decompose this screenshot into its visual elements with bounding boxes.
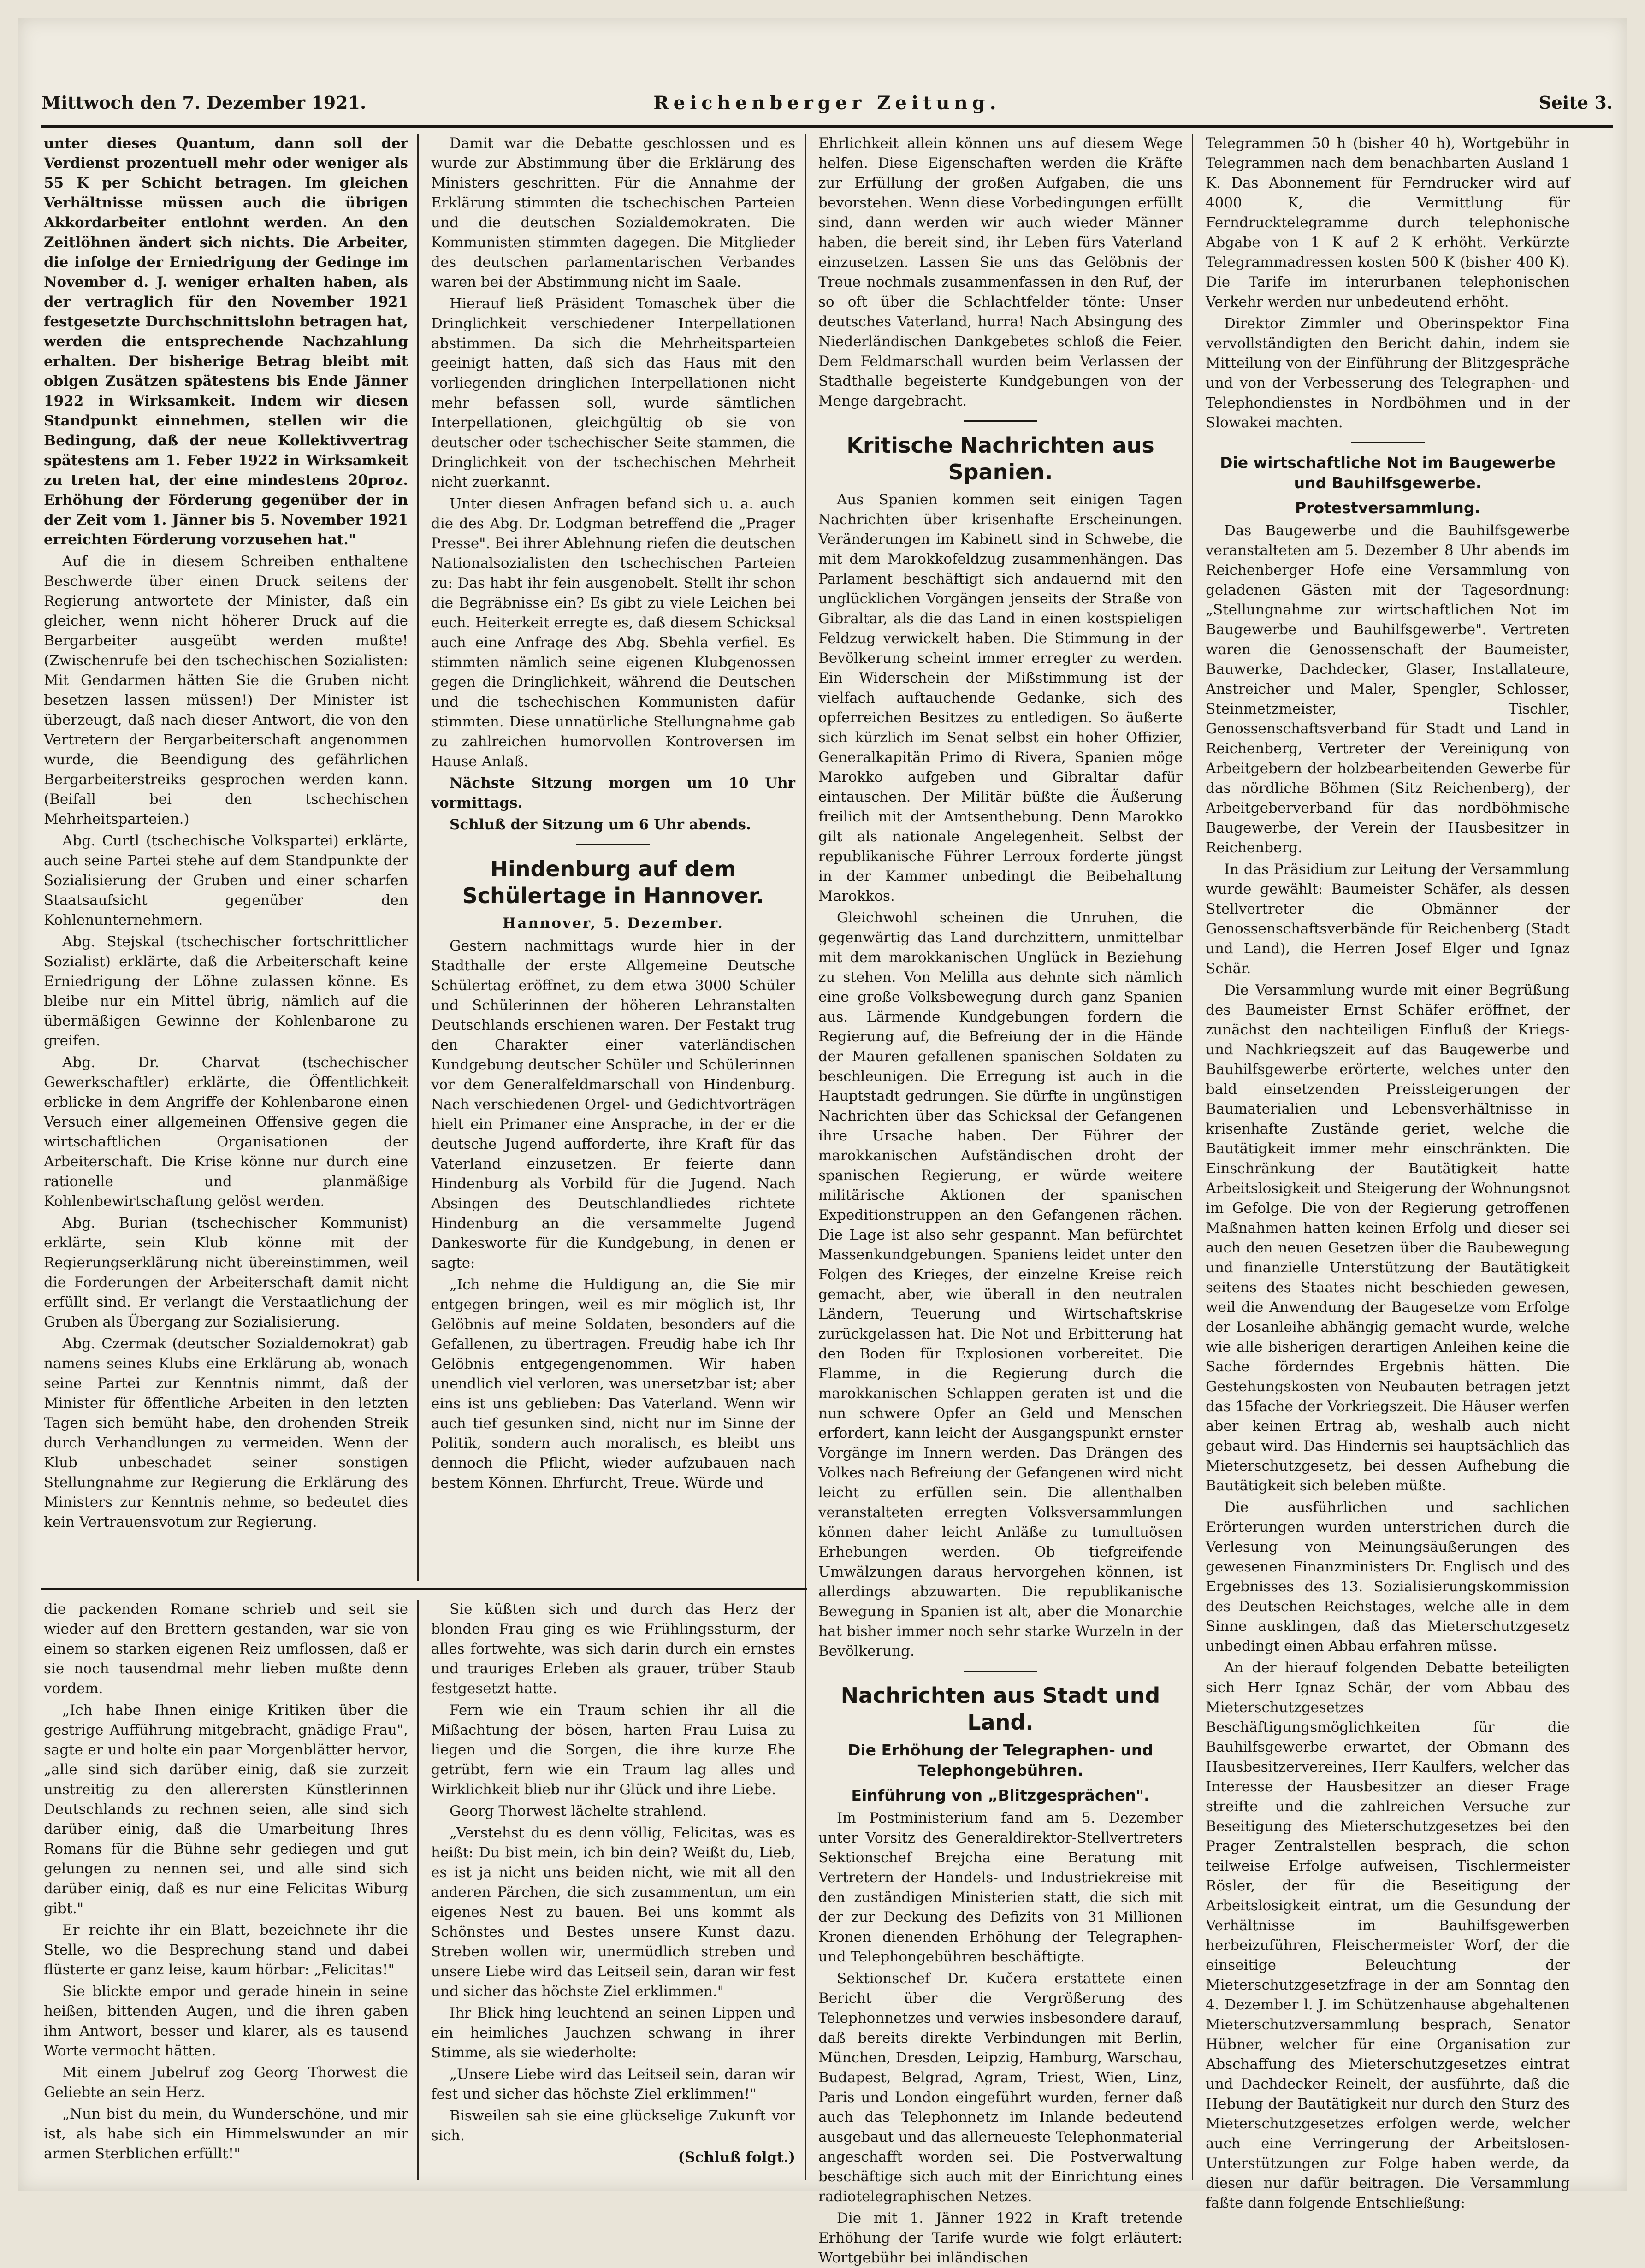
article-subheadline: Protestversammlung. xyxy=(1295,499,1480,517)
article-paragraph: „Ich nehme die Huldigung an, die Sie mir entgegen bringen, weil es mir möglich ist, Ihr Gelöbnis auf meine Soldaten, besonders auf die Gefallenen, zu übertragen. Freudig habe ich Ihr Gelöbnis entgegengenommen. Wir haben unendlich viel verloren, was unersetzbar ist; aber eins ist uns geblieben: Das Vaterland. Wenn wir auch tief gesunken sind, nicht nur im Sinne der Politik, sondern auch moralisch, es bleibt uns dennoch die Pflicht, wieder aufzubauen nach bestem Können. Ehrfurcht, Treue. Würde und xyxy=(431,1276,795,1491)
article-paragraph: Damit war die Debatte geschlossen und es wurde zur Abstimmung über die Erklärung des Ministers geschritten. Für die Annahme der Erklärung stimmten die tschechischen Parteien und die deutschen Sozialdemokraten. Die Kommunisten stimmten dagegen. Die Mitglieder des deutschen parlamentarischen Verbandes waren bei der Abstimmung nicht im Saale. xyxy=(431,135,795,290)
column-rule xyxy=(1192,134,1193,2180)
article-paragraph: In das Präsidium zur Leitung der Versammlung wurde gewählt: Baumeister Schäfer, als dessen Stellvertreter die Obmänner der Genossenschaftsverbände für Reichenberg (Stadt und Land), die Herren Josef Elger und Ignaz Schär. xyxy=(1206,861,1570,977)
novel-paragraph: „Unsere Liebe wird das Leitseil sein, daran wir fest und sicher das höchste Ziel erklimmen!" xyxy=(431,2066,795,2103)
feuilleton-column-2 xyxy=(431,1600,795,2180)
feuilleton-column-1 xyxy=(44,1600,408,2180)
article-paragraph: Im Postministerium fand am 5. Dezember unter Vorsitz des Generaldirektor-Stellvertreters Sektionschef Brejcha eine Beratung mit Vertretern der Handels- und Industriekreise mit den zuständigen Ministerien statt, die sich mit der zur Deckung des Defizits von 31 Millionen Kronen dienenden Erhöhung der Telegraphen- und Telephongebühren beschäftigte. xyxy=(818,1810,1183,1965)
article-paragraph: Aus Spanien kommen seit einigen Tagen Nachrichten über krisenhafte Erscheinungen. Veränderungen im Kabinett sind in Schwebe, die mit dem Marokkofeldzug zusammenhängen. Das Parlament beschäftigt sich andauernd mit den unglücklichen Vorgängen jenseits der Straße von Gibraltar, als die das Land in einen kostspieligen Feldzug verwickelt haben. Die Stimmung in der Bevölkerung scheint immer erregter zu werden. Ein Widerschein der Mißstimmung ist der vielfach auftauchende Gedanke, sich des opferreichen Besitzes zu entledigen. So äußerte sich kürzlich im Senat selbst ein hoher Offizier, Generalkapitän Primo di Rivera, Spanien möge Marokko aufgeben und Gibraltar dafür eintauschen. Der Militär büßte die Äußerung freilich mit der Amtsenthebung. Denn Marokko gilt als nationale Angelegenheit. Selbst der republikanische Führer Lerroux forderte jüngst in der Kammer unbedingt die Beibehaltung Marokkos. xyxy=(818,491,1183,904)
article-paragraph: Abg. Czermak (deutscher Sozialdemokrat) gab namens seines Klubs eine Erklärung ab, wonach seine Partei zur Kenntnis nimmt, daß der Minister für öffentliche Arbeiten in den letzten Tagen sich bemüht habe, den drohenden Streik durch Verhandlungen zu vermeiden. Wenn der Klub unbeschadet seiner sonstigen Stellungnahme zur Regierung die Erklärung des Ministers zur Kenntnis nehme, so bedeutet dies kein Vertrauensvotum zur Regierung. xyxy=(44,1335,408,1530)
column-4 xyxy=(1206,134,1570,2211)
feuilleton-rule xyxy=(41,1588,807,1590)
newspaper-title: Reichenberger Zeitung. xyxy=(653,92,1001,114)
article-subheadline: Einführung von „Blitzgesprächen". xyxy=(851,1786,1150,1804)
novel-paragraph: Ihr Blick hing leuchtend an seinen Lippen und ein heimliches Jauchzen schwang in ihrer Stimme, als sie wiederholte: xyxy=(431,2005,795,2061)
novel-paragraph: Sie blickte empor und gerade hinein in seine heißen, bittenden Augen, und die ihren gaben ihm Antwort, besser und klarer, als es tausend Worte vermocht hätten. xyxy=(44,1983,408,2059)
article-headline: Kritische Nachrichten aus Spanien. xyxy=(846,433,1154,484)
article-headline: Hindenburg auf dem Schülertage in Hannover. xyxy=(462,856,764,908)
novel-paragraph: die packenden Romane schrieb und seit sie wieder auf den Brettern gestanden, war sie von einem so starken eigenen Reiz umflossen, daß er sie noch tausendmal mehr lieben mußte denn vordem. xyxy=(44,1601,408,1697)
article-paragraph: Hierauf ließ Präsident Tomaschek über die Dringlichkeit verschiedener Interpellationen abstimmen. Da sich die Mehrheitsparteien geeinigt hatten, daß sich das Haus mit den vorliegenden dringlichen Interpellationen nicht mehr befassen soll, wurde sämtlichen Interpellationen, gleichgültig ob sie von deutscher oder tschechischer Seite stammen, die Dringlichkeit von der tschechischen Mehrheit nicht zuerkannt. xyxy=(431,295,795,490)
novel-paragraph: „Verstehst du es denn völlig, Felicitas, was es heißt: Du bist mein, ich bin dein? Weißt du, Lieb, es ist ja nicht uns beiden nicht, wie mit all den anderen Pärchen, die sich zusammentun, um ein eigenes Nest zu bauen. Bei uns kommt als Schönstes und Bestes unsere Kunst dazu. Streben wollen wir, unermüdlich streben und unsere Liebe wird das Leitseil sein, daran wir fest und sicher das höchste Ziel erklimmen." xyxy=(431,1825,795,2000)
column-rule xyxy=(417,134,419,1581)
novel-paragraph: Er reichte ihr ein Blatt, bezeichnete ihr die Stelle, wo die Besprechung stand und dabei flüsterte er ganz leise, kaum hörbar: „Felicitas!" xyxy=(44,1922,408,1978)
article-paragraph: Das Baugewerbe und die Bauhilfsgewerbe veranstalteten am 5. Dezember 8 Uhr abends im Reichenberger Hofe eine Versammlung von geladenen Gästen mit der Tagesordnung: „Stellungnahme zur wirtschaftlichen Not im Baugewerbe und Bauhilfsgewerbe". Vertreten waren die Genossenschaft der Baumeister, Bauwerke, Dachdecker, Glaser, Installateure, Anstreicher und Maler, Spengler, Schlosser, Steinmetzmeister, Tischler, Genossenschaftsverband für Stadt und Land in Reichenberg, Vertreter der Vereinigung von Arbeitgebern der holzbearbeitenden Gewerbe für das nördliche Böhmen (Sitz Reichenberg), der Arbeitgeberverband für das nordböhmische Baugewerbe, der Verein der Hausbesitzer in Reichenberg. xyxy=(1206,522,1570,856)
novel-paragraph: Mit einem Jubelruf zog Georg Thorwest die Geliebte an sein Herz. xyxy=(44,2064,408,2101)
article-paragraph: Direktor Zimmler und Oberinspektor Fina vervollständigten den Bericht dahin, indem sie Mitteilung von der Einführung der Blitzgespräche und von der Verbesserung des Telegraphen- und Telephondienstes in Nordböhmen und in der Slowakei machten. xyxy=(1206,315,1570,431)
novel-paragraph: Georg Thorwest lächelte strahlend. xyxy=(450,1803,707,1819)
article-paragraph: Nächste Sitzung morgen um 10 Uhr vormittags. xyxy=(431,775,795,811)
article-subheadline: Die Erhöhung der Telegraphen- und Telephongebühren. xyxy=(847,1741,1154,1779)
article-paragraph: Telegrammen 50 h (bisher 40 h), Wortgebühr in Telegrammen nach dem benachbarten Ausland 1 K. Das Abonnement für Ferndrucker wird auf 4000 K, die Vermittlung für Ferndrucktelegramme durch telephonische Abgabe von 1 K auf 2 K erhöht. Verkürzte Telegrammadressen kosten 500 K (bisher 400 K). Die Tarife im interurbanen telephonischen Verkehr werden nur unbedeutend erhöht. xyxy=(1206,135,1570,310)
article-paragraph: Gestern nachmittags wurde hier in der Stadthalle der erste Allgemeine Deutsche Schülertag eröffnet, zu dem etwa 3000 Schüler und Schülerinnen der höheren Lehranstalten Deutschlands erschienen waren. Der Festakt trug den Charakter einer vaterländischen Kundgebung deutscher Schüler und Schülerinnen vor dem Generalfeldmarschall von Hindenburg. Nach verschiedenen Orgel- und Gedichtvorträgen hielt ein Primaner eine Ansprache, in der er die deutsche Jugend aufforderte, ihre Kraft für das Vaterland einzusetzen. Er feierte dann Hindenburg als Vorbild für die Jugend. Nach Absingen des Deutschlandliedes richtete Hindenburg an die versammelte Jugend Dankesworte für die Kundgebung, in denen er sagte: xyxy=(431,938,795,1271)
article-paragraph: Die mit 1. Jänner 1922 in Kraft tretende Erhöhung der Tarife wurde wie folgt erläutert: Wortgebühr bei inländischen xyxy=(818,2210,1183,2266)
article-headline: Die wirtschaftliche Not im Baugewerbe und Bauhilfsgewerbe. xyxy=(1220,454,1556,492)
novel-paragraph: „Nun bist du mein, du Wunderschöne, und mir ist, als habe sich ein Himmelswunder an mir armen Sterblichen erfüllt!" xyxy=(44,2106,408,2162)
article-paragraph: Ehrlichkeit allein können uns auf diesem Wege helfen. Diese Eigenschaften werden die Kräfte zur Erfüllung der großen Aufgaben, die uns bevorstehen. Wenn diese Vorbedingungen erfüllt sind, dann werden wir auch wieder Männer haben, die bereit sind, ihr Leben fürs Vaterland einzusetzen. Lassen Sie uns das Gelöbnis der Treue nochmals zusammenfassen in den Ruf, der so oft über die Schlachtfelder tönte: Unser deutsches Vaterland, hurra! Nach Absingung des Niederländischen Dankgebetes schloß die Feier. Dem Feldmarschall wurden beim Verlassen der Stadthalle begeisterte Kundgebungen von der Menge dargebracht. xyxy=(818,135,1183,409)
article-paragraph: Die Versammlung wurde mit einer Begrüßung des Baumeister Ernst Schäfer eröffnet, der zunächst den nachteiligen Einfluß der Kriegs- und Nachkriegszeit auf das Baugewerbe und Bauhilfsgewerbe erörterte, welches unter den bald einsetzenden Preissteigerungen der Baumaterialien und Lebensverhältnisse in krisenhafte Zustände geriet, welche die Bautätigkeit immer mehr einschränkten. Die Einschränkung der Bautätigkeit hatte Arbeitslosigkeit und Steigerung der Wohnungsnot im Gefolge. Die von der Regierung getroffenen Maßnahmen hatten keinen Erfolg und dieser sei auch den neuen Gesetzen über die Baubewegung und finanzielle Unterstützung der Bautätigkeit seitens des Staates nicht beschieden gewesen, weil die Anwendung der Baugesetze vom Erfolge der Losanleihe abhängig gemacht wurde, welche wie alle bisherigen derartigen Anleihen keine die Sache förderndes Ergebnis hätten. Die Gestehungskosten von Neubauten betragen jetzt das 15fache der Vorkriegszeit. Die Häuser werfen aber keinen Ertrag ab, weshalb auch nicht gebaut wird. Das Hindernis sei hauptsächlich das Mieterschutzgesetz, bei dessen Aufhebung die Bautätigkeit sich beleben müßte. xyxy=(1206,982,1570,1494)
novel-paragraph: Bisweilen sah sie eine glückselige Zukunft vor sich. xyxy=(431,2108,795,2144)
header-date: Mittwoch den 7. Dezember 1921. xyxy=(41,92,367,113)
column-3 xyxy=(818,134,1183,2266)
column-rule xyxy=(417,1600,419,2180)
column-2 xyxy=(431,134,795,1581)
article-paragraph: Abg. Curtl (tschechische Volkspartei) erklärte, auch seine Partei stehe auf dem Standpunkte der Sozialisierung der Gruben und einer scharfen Staatsaufsicht gegenüber den Kohlenunternehmern. xyxy=(44,833,408,928)
article-paragraph: Auf die in diesem Schreiben enthaltene Beschwerde über einen Druck seitens der Regierung antwortete der Minister, daß ein gleicher, wenn nicht höherer Druck auf die Bergarbeiter ausgeübt werden mußte! (Zwischenrufe bei den tschechischen Sozialisten: Mit Gendarmen hätten Sie die Gruben nicht besetzen lassen müssen!) Der Minister ist überzeugt, daß nach dieser Antwort, die von den Vertretern der Bergarbeiterschaft angenommen wurde, die Beendigung des gefährlichen Bergarbeiterstreiks gesprochen werden kann. (Beifall bei den tschechischen Mehrheitsparteien.) xyxy=(44,553,408,827)
article-paragraph: Abg. Burian (tschechischer Kommunist) erklärte, sein Klub könne mit der Regierungserklärung nicht übereinstimmen, weil die Forderungen der Arbeiterschaft damit nicht erfüllt sind. Er verlangt die Verstaatlichung der Gruben als Übergang zur Sozialisierung. xyxy=(44,1215,408,1330)
novel-paragraph: Fern wie ein Traum schien ihr all die Mißachtung der bösen, harten Frau Luisa zu liegen und die Sorgen, die ihre kurze Ehe getrübt, fern wie ein Traum lag alles und Wirklichkeit blieb nur ihr Glück und ihre Liebe. xyxy=(431,1702,795,1798)
page-number: Seite 3. xyxy=(1538,92,1613,113)
article-dateline: Hannover, 5. Dezember. xyxy=(502,915,724,932)
article-paragraph: Abg. Dr. Charvat (tschechischer Gewerkschaftler) erklärte, die Öffentlichkeit erblicke in dem Angriffe der Kohlenbarone einen Versuch einer allgemeinen Offensive gegen die wirtschaftlichen Organisationen der Arbeiterschaft. Die Krise könne nur durch eine rationelle und planmäßige Kohlenbewirtschaftung gelöst werden. xyxy=(44,1054,408,1210)
section-divider xyxy=(964,420,1037,422)
article-paragraph: An der hierauf folgenden Debatte beteiligten sich Herr Ignaz Schär, der vom Abbau des Mieterschutzgesetzes Beschäftigungsmöglichkeiten für die Bauhilfsgewerbe erwartet, der Obmann des Hausbesitzervereines, Herr Kaulfers, welcher das Interesse der Hausbesitzer an dieser Frage streifte und die zahlreichen Versuche zur Beseitigung des Mieterschutzgesetzes bei den Prager Zentralstellen besprach, die schon teilweise Erfolge aufweisen, Tischlermeister Rösler, der für die Beseitigung der Arbeitslosigkeit eintrat, um die Gesundung der Verhältnisse im Bauhilfsgewerben herbeizuführen, Fleischermeister Worf, der die einseitige Beleuchtung der Mieterschutzgesetzfrage in der am Sonntag den 4. Dezember l. J. im Schützenhause abgehaltenen Mieterschutzversammlung besprach, Senator Hübner, welcher für eine Organisation zur Abschaffung des Mieterschutzgesetzes eintrat und Dachdecker Reinelt, der ausführte, daß die Hebung der Bautätigkeit nur durch den Sturz des Mieterschutzgesetzes erfolgen werde, welcher auch eine Verringerung der Arbeitslosen-Unterstützungen zur Folge haben werde, da diesen nur dafür beitragen. Die Versammlung faßte dann folgende Entschließung: xyxy=(1206,1660,1570,2211)
page-header xyxy=(41,92,1613,120)
article-paragraph: Schluß der Sitzung um 6 Uhr abends. xyxy=(450,816,751,833)
article-paragraph: Gleichwohl scheinen die Unruhen, die gegenwärtig das Land durchzittern, unmittelbar mit dem marokkanischen Unglück in Beziehung zu stehen. Von Melilla aus dehnte sich nämlich eine große Volksbewegung durch ganz Spanien aus. Lärmende Kundgebungen fordern die Regierung auf, die Befreiung der in die Hände der Mauren gefallenen spanischen Soldaten zu beschleunigen. Die Erregung ist auch in die Hauptstadt gedrungen. Sie dürfte in ungünstigen Nachrichten über das Schicksal der Gefangenen ihre Ursache haben. Der Führer der marokkanischen Aufständischen droht der spanischen Regierung, er würde weitere militärische Aktionen der spanischen Expeditionstruppen an den Gefangenen rächen. Die Lage ist also sehr gespannt. Man befürchtet Massenkundgebungen. Spaniens leidet unter den Folgen des Krieges, der einzelne Kreise reich gemacht, aber, wie überall in den neutralen Ländern, Teuerung und Wirtschaftskrise zurückgelassen hat. Die Not und Erbitterung hat den Boden für Explosionen vorbereitet. Die Flamme, in die Regierung durch die marokkanischen Schlappen geraten ist und die nun schwere Opfer an Geld und Menschen erfordert, kann leicht der Ausgangspunkt ernster Vorgänge im Innern werden. Das Drängen des Volkes nach Befreiung der Gefangenen wird nicht leicht zu erfüllen sein. Die allenthalben veranstalteten erregten Volksversammlungen können daher leicht Anläße zu tumultuösen Erhebungen werden. Ob tiefgreifende Umwälzungen daraus hervorgehen können, ist allerdings abzuwarten. Die republikanische Bewegung in Spanien ist alt, aber die Monarchie hat bisher immer noch sehr starke Wurzeln in der Bevölkerung. xyxy=(818,910,1183,1660)
section-divider xyxy=(1351,442,1425,443)
section-divider xyxy=(964,1671,1037,1672)
to-be-continued: (Schluß folgt.) xyxy=(678,2149,795,2166)
article-paragraph: Unter diesen Anfragen befand sich u. a. auch die des Abg. Dr. Lodgman betreffend die „Prager Presse". Bei ihrer Ablehnung riefen die deutschen Nationalsozialisten den tschechischen Parteien zu: Das habt ihr fein ausgenobelt. Stellt ihr schon die Begräbnisse ein? Es gibt zu viele Leichen bei euch. Heiterkeit erregte es, daß diesem Schicksal auch eine Anfrage des Abg. Sbehla verfiel. Es stimmten nämlich seine eigenen Klubgenossen gegen die Dringlichkeit, während die Deutschen und die tschechischen Kommunisten dafür stimmten. Diese unnatürliche Stellungnahme gab zu zahlreichen humorvollen Kontroversen im Hause Anlaß. xyxy=(431,496,795,770)
section-divider xyxy=(576,844,650,845)
article-paragraph: Die ausführlichen und sachlichen Erörterungen wurden unterstrichen durch die Verlesung von Meinungsäußerungen des gewesenen Finanzministers Dr. Englisch und des Ergebnisses des 13. Sozialisierungskommission des Deutschen Reichstages, welche alle in dem Sinne ausklingen, daß das Mieterschutzgesetz unbedingt einen Abbau erfahren müsse. xyxy=(1206,1499,1570,1654)
column-rule xyxy=(805,134,806,2180)
column-1 xyxy=(44,134,408,1581)
novel-paragraph: Sie küßten sich und durch das Herz der blonden Frau ging es wie Frühlingssturm, der alles fortwehte, was sich darin durch ein ernstes und trauriges Erleben als grauer, trüber Staub festgesetzt hatte. xyxy=(431,1601,795,1697)
article-paragraph: Sektionschef Dr. Kučera erstattete einen Bericht über die Vergrößerung des Telephonnetzes und verwies insbesondere darauf, daß bereits direkte Verbindungen mit Berlin, München, Dresden, Leipzig, Hamburg, Warschau, Budapest, Belgrad, Agram, Triest, Wien, Linz, Paris und London eingeführt wurden, ferner daß auch das Telephonnetz im Inlande bedeutend ausgebaut und das allerneueste Telephonmaterial angeschafft worden sei. Die Postverwaltung beschäftige sich auch mit der Einrichtung eines radiotelegraphischen Netzes. xyxy=(818,1970,1183,2205)
section-headline: Nachrichten aus Stadt und Land. xyxy=(840,1683,1160,1735)
article-paragraph: unter dieses Quantum, dann soll der Verdienst prozentuell mehr oder weniger als 55 K per Schicht betragen. Im gleichen Verhältnisse müssen auch die übrigen Akkordarbeiter entlohnt werden. An den Zeitlöhnen ändert sich nichts. Die Arbeiter, die infolge der Erniedrigung der Gedinge im November d. J. weniger erhalten haben, als der vertraglich für den November 1921 festgesetzte Durchschnittslohn betragen hat, werden die entsprechende Nachzahlung erhalten. Der bisherige Betrag bleibt mit obigen Zusätzen spätestens bis Ende Jänner 1922 in Wirksamkeit. Indem wir diesen Standpunkt einnehmen, stellen wir die Bedingung, daß der neue Kollektivvertrag spätestens am 1. Feber 1922 in Wirksamkeit zu treten hat, der eine mindestens 20proz. Erhöhung der Förderung gegenüber der in der Zeit vom 1. Jänner bis 5. November 1921 erreichten Förderung vorzusehen hat." xyxy=(44,135,408,548)
article-paragraph: Abg. Stejskal (tschechischer fortschrittlicher Sozialist) erklärte, daß die Arbeiterschaft keine Erniedrigung der Löhne zulassen könne. Es bleibe nur ein Mittel übrig, nämlich auf die übermäßigen Gewinne der Kohlenbarone zu greifen. xyxy=(44,933,408,1049)
header-rule xyxy=(41,125,1613,128)
novel-paragraph: „Ich habe Ihnen einige Kritiken über die gestrige Aufführung mitgebracht, gnädige Frau", sagte er und holte ein paar Morgenblätter hervor, „alle sind sich darüber einig, daß sie zurzeit unstreitig zu den allerersten Künstlerinnen Deutschlands zu rechnen seien, alle sind sich darüber einig, daß die Umarbeitung Ihres Romans für die Bühne sehr gediegen und gut gelungen zu nennen sei, und alle sind sich darüber einig, daß es nur eine Felicitas Wiburg gibt." xyxy=(44,1702,408,1917)
